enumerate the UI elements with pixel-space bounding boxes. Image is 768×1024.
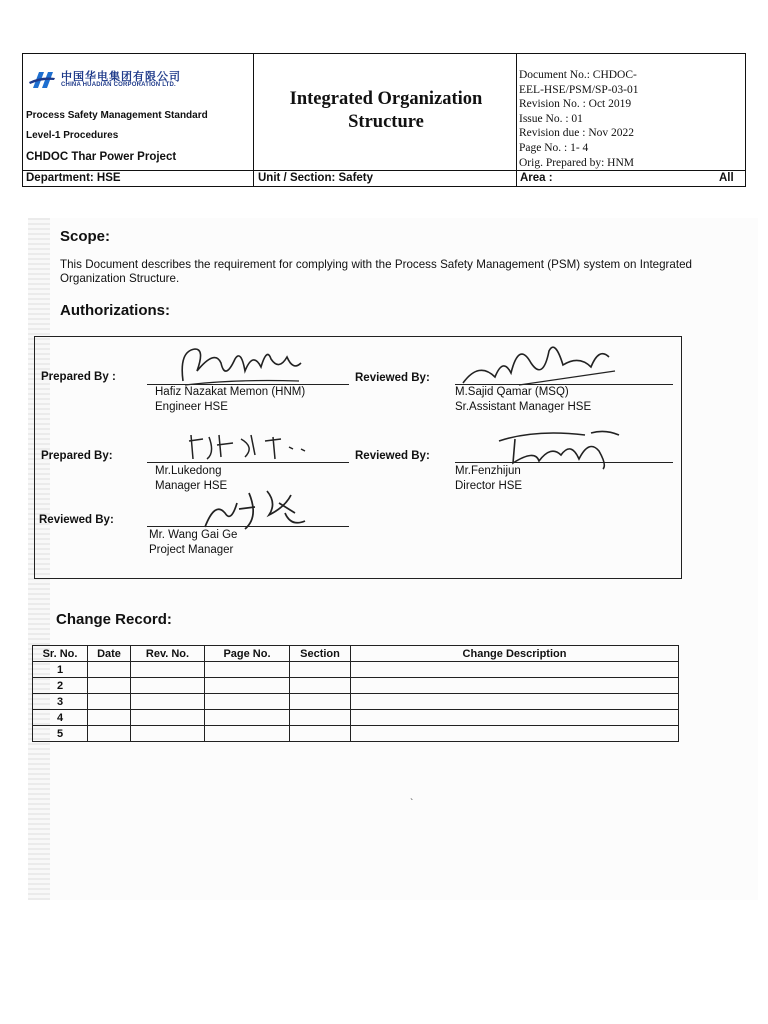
signature-hnm [175,341,305,391]
signatory-name [455,385,591,414]
signatory-role: Director HSE [455,479,523,492]
document-meta [519,68,639,170]
signatory-name-text: Mr.Fenzhijun [455,465,521,477]
sr-no-cell: 5 [33,726,88,742]
scan-mark: ` [410,798,414,809]
meta-prepared-by: Orig. Prepared by: HNM [519,156,634,169]
signatory-role: Sr.Assistant Manager HSE [455,400,592,413]
signatory-role: Project Manager [149,543,234,556]
authorizations-box [34,336,682,579]
change-record-table [32,645,679,742]
signature-fenzhijun [495,425,625,469]
document-header [22,53,746,187]
signature-lukedong [185,429,325,465]
reviewed-by-label: Reviewed By: [39,514,114,526]
authorizations-heading: Authorizations: [60,302,170,319]
huadian-logo-icon [27,70,57,90]
logo-english-text: CHINA HUADIAN CORPORATION LTD. [61,82,176,88]
column-header: Rev. No. [131,646,205,662]
column-header: Sr. No. [33,646,88,662]
company-logo [27,68,247,94]
column-header: Page No. [205,646,290,662]
scanned-page [28,218,758,900]
signatory-name-text: M.Sajid Qamar (MSQ) [455,386,569,398]
signatory-name [455,464,522,493]
signatory-name-text: Mr. Wang Gai Ge [149,529,238,541]
column-header: Section [290,646,351,662]
project-name: CHDOC Thar Power Project [26,151,177,163]
reviewed-by-label: Reviewed By: [355,372,430,384]
meta-doc-no: Document No.: CHDOC- [519,69,637,81]
table-row [33,710,679,726]
change-record-heading: Change Record: [56,611,172,628]
unit-section: Unit / Section: Safety [258,172,374,184]
sr-no-cell: 3 [33,694,88,710]
signatory-name-text: Mr.Lukedong [155,465,222,477]
prepared-by-label: Prepared By : [41,371,116,383]
table-row [33,662,679,678]
logo-chinese-text: 中国华电集团有限公司 [61,71,181,83]
column-header: Date [88,646,131,662]
department: Department: HSE [26,172,121,184]
scope-heading: Scope: [60,228,111,245]
title-line-1: Integrated Organization [289,89,483,109]
signatory-name [149,528,237,557]
prepared-by-label: Prepared By: [41,450,113,462]
table-row [33,678,679,694]
document-title [255,88,517,134]
meta-revision: Revision No. : Oct 2019 [519,98,632,111]
sr-no-cell: 1 [33,662,88,678]
meta-page: Page No. : 1- 4 [519,141,589,154]
scope-text: This Document describes the requirement for complying with the Process Safety Management (PSM) system on Integrated Organization Structure. [60,258,692,285]
sr-no-cell: 2 [33,678,88,694]
table-row [33,726,679,742]
signatory-role: Engineer HSE [155,400,228,413]
reviewed-by-label: Reviewed By: [355,450,430,462]
area-label: Area : [520,172,553,184]
signatory-name [155,385,305,414]
signatory-role: Manager HSE [155,479,228,492]
meta-revision-due: Revision due : Nov 2022 [519,127,634,140]
meta-doc-no-cont: EEL-HSE/PSM/SP-03-01 [519,83,639,96]
area-value: All [719,172,734,184]
procedure-level: Level-1 Procedures [26,130,119,141]
column-header: Change Description [351,646,679,662]
signatory-name-text: Hafiz Nazakat Memon (HNM) [155,386,306,398]
table-header-row [33,646,679,662]
divider [253,54,254,186]
title-line-2: Structure [348,112,424,132]
meta-issue: Issue No. : 01 [519,112,583,125]
standard-name: Process Safety Management Standard [26,110,208,121]
table-row [33,694,679,710]
sr-no-cell: 4 [33,710,88,726]
